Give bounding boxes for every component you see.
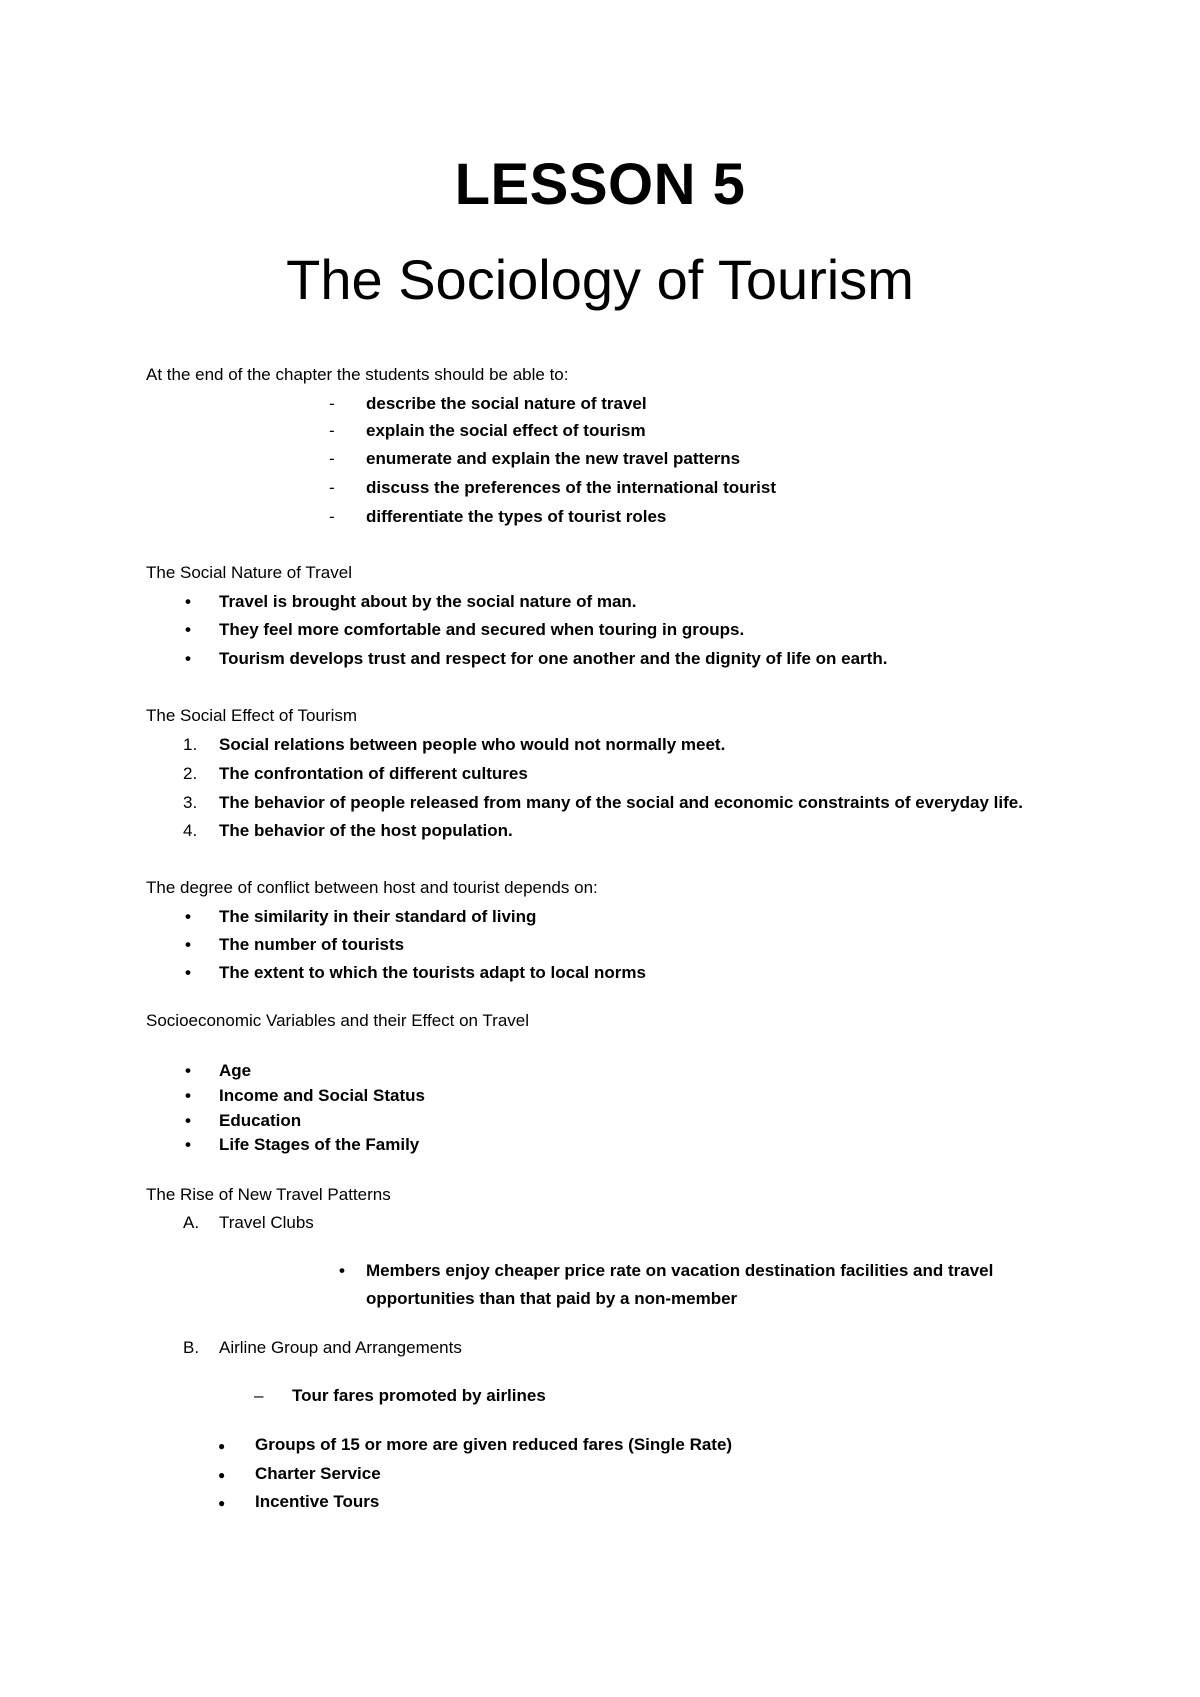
dash-marker: - xyxy=(329,421,335,440)
dash-marker: - xyxy=(329,507,335,526)
bullet-marker: • xyxy=(339,1261,345,1280)
bullet-marker: • xyxy=(185,649,191,668)
list-item: Age xyxy=(219,1061,252,1080)
section-heading-social-effect: The Social Effect of Tourism xyxy=(146,706,358,725)
list-item: The similarity in their standard of living xyxy=(219,907,537,926)
list-item: Travel is brought about by the social nature of man. xyxy=(219,592,637,611)
objective-item: enumerate and explain the new travel patterns xyxy=(366,449,741,468)
subsection-travel-clubs: Travel Clubs xyxy=(219,1213,314,1232)
list-item: Incentive Tours xyxy=(255,1492,380,1511)
letter-marker: A. xyxy=(183,1213,200,1232)
bullet-marker: • xyxy=(185,592,191,611)
bullet-marker: • xyxy=(185,1061,191,1080)
objective-item: explain the social effect of tourism xyxy=(366,421,646,440)
bullet-marker: • xyxy=(185,1086,191,1105)
number-marker: 2. xyxy=(183,764,198,783)
section-heading-conflict: The degree of conflict between host and tourist depends on: xyxy=(146,878,598,897)
section-heading-socioeconomic: Socioeconomic Variables and their Effect on Travel xyxy=(146,1011,530,1030)
round-bullet-marker: ● xyxy=(218,1439,226,1453)
bullet-marker: • xyxy=(185,907,191,926)
list-item: The behavior of people released from many of the social and economic constraints of everyday life. xyxy=(219,793,1023,812)
list-item: Groups of 15 or more are given reduced fares (Single Rate) xyxy=(255,1435,733,1454)
list-item: Tourism develops trust and respect for one another and the dignity of life on earth. xyxy=(219,649,888,668)
dash-marker: - xyxy=(329,478,335,497)
list-item: The behavior of the host population. xyxy=(219,821,513,840)
number-marker: 3. xyxy=(183,793,198,812)
list-item: The extent to which the tourists adapt to local norms xyxy=(219,963,646,982)
list-item: Members enjoy cheaper price rate on vacation destination facilities and travel xyxy=(366,1261,994,1280)
subsection-airline-group: Airline Group and Arrangements xyxy=(219,1338,462,1357)
list-item: Life Stages of the Family xyxy=(219,1135,420,1154)
list-item: Education xyxy=(219,1111,302,1130)
bullet-marker: • xyxy=(185,1111,191,1130)
objective-item: differentiate the types of tourist roles xyxy=(366,507,667,526)
number-marker: 1. xyxy=(183,735,198,754)
dash-marker: – xyxy=(254,1386,264,1405)
lesson-title: LESSON 5 xyxy=(454,152,746,217)
list-item: Tour fares promoted by airlines xyxy=(292,1386,546,1405)
bullet-marker: • xyxy=(185,963,191,982)
objective-item: describe the social nature of travel xyxy=(366,394,647,413)
number-marker: 4. xyxy=(183,821,198,840)
list-item: Social relations between people who would not normally meet. xyxy=(219,735,726,754)
bullet-marker: • xyxy=(185,935,191,954)
bullet-marker: • xyxy=(185,1135,191,1154)
lesson-subtitle: The Sociology of Tourism xyxy=(286,248,914,311)
list-item: Income and Social Status xyxy=(219,1086,425,1105)
objectives-intro: At the end of the chapter the students should be able to: xyxy=(146,365,569,384)
list-item: They feel more comfortable and secured when touring in groups. xyxy=(219,620,745,639)
section-heading-travel-patterns: The Rise of New Travel Patterns xyxy=(146,1185,391,1204)
dash-marker: - xyxy=(329,449,335,468)
list-item: The confrontation of different cultures xyxy=(219,764,528,783)
round-bullet-marker: ● xyxy=(218,1496,226,1510)
list-item: Charter Service xyxy=(255,1464,381,1483)
letter-marker: B. xyxy=(183,1338,200,1357)
objective-item: discuss the preferences of the international tourist xyxy=(366,478,776,497)
dash-marker: - xyxy=(329,394,335,413)
section-heading-social-nature: The Social Nature of Travel xyxy=(146,563,352,582)
list-item: The number of tourists xyxy=(219,935,405,954)
bullet-marker: • xyxy=(185,620,191,639)
list-item-continuation: opportunities than that paid by a non-member xyxy=(366,1289,738,1308)
round-bullet-marker: ● xyxy=(218,1468,226,1482)
